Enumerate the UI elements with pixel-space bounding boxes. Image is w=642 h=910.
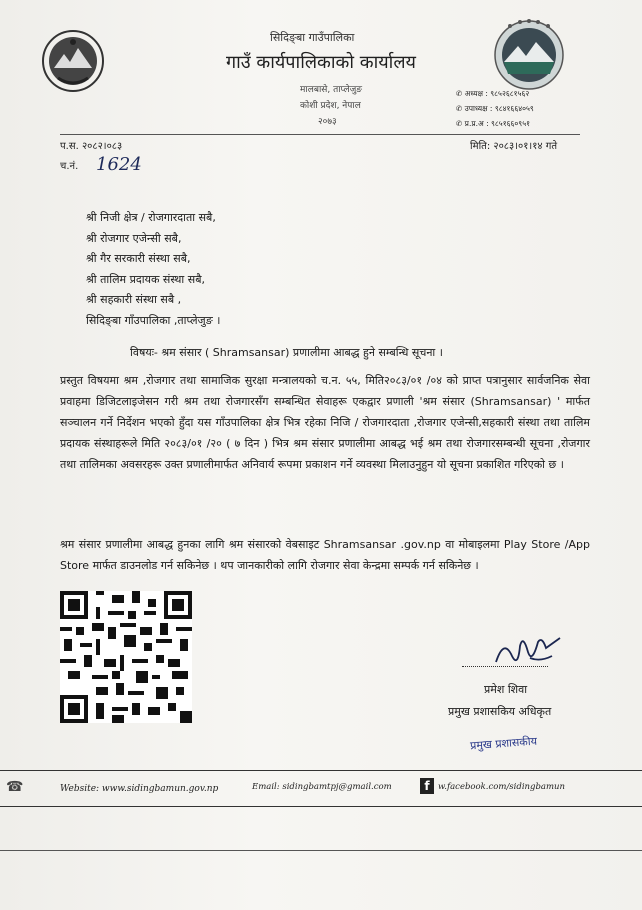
header-divider xyxy=(60,134,580,135)
municipality-logo-icon xyxy=(490,16,568,94)
footer-facebook: w.facebook.com/sidingbamun xyxy=(438,782,565,792)
nepal-emblem-icon xyxy=(40,28,106,94)
letter-date: मिति: २०८३।०१।१४ गते xyxy=(470,141,558,152)
recipient-line: श्री रोजगार एजेन्सी सबै, xyxy=(86,231,182,245)
footer-divider xyxy=(0,770,642,771)
contact-line: ✆ प्र.प्र.अ : ९८५१६६०९५१ xyxy=(456,119,530,128)
address-line: मालबासे, ताप्लेजुङ xyxy=(300,85,362,95)
phone-icon: ☎ xyxy=(6,779,24,795)
footer-divider xyxy=(0,850,642,851)
recipient-line: सिदिङ्बा गाँउपालिका ,ताप्लेजुङ । xyxy=(86,313,221,327)
office-subtitle: सिदिङ्बा गाउँपालिका xyxy=(270,31,355,44)
letter-subject: विषयः- श्रम संसार ( Shramsansar) प्रणालीमा आबद्ध हुने सम्बन्धि सूचना । xyxy=(130,346,443,359)
footer-website: Website: www.sidingbamun.gov.np xyxy=(60,784,219,794)
facebook-icon: f xyxy=(420,778,434,794)
signatory-name: प्रमेश शिवा xyxy=(484,683,528,696)
phone-icon: ✆ xyxy=(456,104,465,113)
recipient-list xyxy=(86,208,220,331)
address-line: २०७३ xyxy=(318,117,337,127)
reference-number: प.स. २०८२।०८३ xyxy=(60,141,123,152)
contact-list xyxy=(456,86,534,131)
signature-mark xyxy=(490,628,570,674)
recipient-line: श्री सहकारी संस्था सबै , xyxy=(86,293,182,306)
office-title: गाउँ कार्यपालिकाको कार्यालय xyxy=(226,52,416,73)
body-paragraph-2: श्रम संसार प्रणालीमा आबद्ध हुनका लागि श्रम संसारको वेबसाइट Shramsansar .gov.np वा मोबाइलमा Play Store /App Store मार्फत डाउनलोड गर्न सकिनेछ । थप जानकारीको लागि रोजगार सेवा केन्द्रमा सम्पर्क गर्न सकिनेछ । xyxy=(60,538,590,572)
contact-line: ✆ उपाध्यक्ष : ९८४१६६४०५९ xyxy=(456,104,534,113)
recipient-line: श्री निजी क्षेत्र / रोजगारदाता सबै, xyxy=(86,211,216,224)
phone-icon: ✆ xyxy=(456,89,465,98)
qr-code-icon xyxy=(60,590,192,724)
footer-divider xyxy=(0,806,642,807)
dispatch-number: 1624 xyxy=(96,154,142,175)
phone-icon: ✆ xyxy=(456,119,465,128)
recipient-line: श्री गैर सरकारी संस्था सबै, xyxy=(86,252,191,265)
signatory-title: प्रमुख प्रशासकिय अधिकृत xyxy=(448,705,552,718)
signature-line xyxy=(462,666,548,667)
footer-email: Email: sidingbamtpj@gmail.com xyxy=(252,782,392,792)
official-stamp: प्रमुख प्रशासकीय xyxy=(469,734,538,753)
recipient-line: श्री तालिम प्रदायक संस्था सबै, xyxy=(86,272,205,286)
dispatch-label: च.नं. xyxy=(60,161,79,172)
contact-line: ✆ अध्यक्ष : ९८५२६८१५६२ xyxy=(456,89,530,98)
body-paragraph-1: प्रस्तुत विषयमा श्रम ,रोजगार तथा सामाजिक सुरक्षा मन्त्रालयको च.न. ५५, मिति२०८३/०१ /०४ को प्राप्त पत्रानुसार सार्वजनिक सेवा प्रवाहमा डिजिटलाइजेसन गरी श्रम तथा रोजगारसँग सम्बन्धित सेवाहरू एकद्वार प्रणाली 'श्रम संसार (Shramsansar) ' मार्फत सञ्चालन गर्ने निर्देशन भएको हुँदा यस गाँउपालिका क्षेत्र भित्र रहेका निजि / रोजगारदाता ,रोजगार एजेन्सी,सहकारी संस्था तथा तालिम प्रदायक संस्थाहरूले मिति २०८३/०१ /२० ( ७ दिन ) भित्र श्रम संसार प्रणालीमा आबद्ध भई श्रम तथा रोजगारसम्बन्धी सूचना ,रोजगार तथा तालिमका अवसरहरू उक्त प्रणालीमार्फत अनिवार्य रूपमा प्रकाशन गर्ने व्यवस्था मिलाउनुहुन यो सूचना प्रकाशित गरिएको छ । xyxy=(60,374,590,471)
address-line: कोशी प्रदेश, नेपाल xyxy=(300,101,361,111)
